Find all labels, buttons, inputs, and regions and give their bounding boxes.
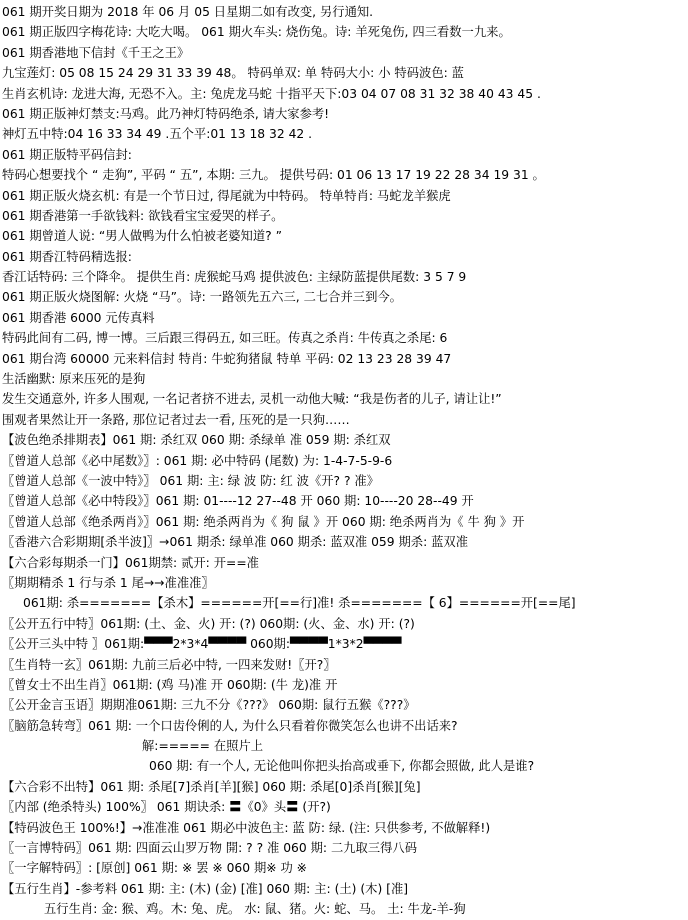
document-line: 香江话特码: 三个降伞。 提供生肖: 虎猴蛇马鸡 提供波色: 主绿防蓝提供尾数: 3 5 7 9	[2, 270, 467, 285]
document-line: 〖曾道人总部《必中尾数》〗: 061 期: 必中特码 (尾数) 为: 1-4-7-5-9-6	[2, 453, 393, 468]
document-line: 061 期香港第一手欲钱料: 欲钱看宝宝爱哭的样子。	[2, 208, 284, 223]
document-line: 特码此间有二码, 博一博。三后跟三得码五, 如三旺。传真之杀肖: 牛传真之杀尾: 6	[2, 331, 448, 346]
document-line: 生活幽默: 原来压死的是狗	[2, 372, 146, 387]
document-line: 〖公开三头中特 〗061期:▀▀▀2*3*4▀▀▀▀ 060期:▀▀▀▀1*3*2▀▀▀▀	[2, 637, 402, 652]
document-line: 【特码波色王 100%!】→准准准 061 期必中波色主: 蓝 防: 绿. (注: 只供参考, 不做解释!)	[2, 820, 491, 835]
document-line: 061 期香港 6000 元传真料	[2, 310, 155, 325]
document-line: 061 期香江特码精选报:	[2, 249, 132, 264]
document-line: 061 期开奖日期为 2018 年 06 月 05 日星期二如有改变, 另行通知.	[2, 5, 374, 19]
document-line: 〖曾道人总部《一波中特》〗 061 期: 主: 绿 波 防: 红 波《开? ? 准》	[2, 473, 380, 488]
document-line: 〖脑筋急转弯〗061 期: 一个口齿伶俐的人, 为什么只看着你微笑怎么也讲不出话来?	[2, 718, 458, 733]
document-line: 围观者果然让开一条路, 那位记者过去一看, 压死的是一只狗……	[2, 412, 350, 427]
document-line: 生肖玄机诗: 龙进大海, 无恐不入。主: 兔虎龙马蛇 十指平天下:03 04 07 08 31 32 38 40 43 45 .	[2, 86, 541, 101]
document-line: 〖香港六合彩期期[杀半波]〗→061 期杀: 绿单准 060 期杀: 蓝双准 059 期杀: 蓝双准	[2, 535, 469, 550]
document-line: 〖一言博特码〗061 期: 四面云山罗万物 開: ? ? 准 060 期: 二九取三得八码	[2, 841, 418, 856]
document-line: 〖曾道人总部《必中特段》〗061 期: 01----12 27--48 开 060 期: 10----20 28--49 开	[2, 494, 474, 509]
document-line: 九宝莲灯: 05 08 15 24 29 31 33 39 48。 特码单双: 单 特码大小: 小 特码波色: 蓝	[2, 66, 464, 81]
document-line: 061 期曾道人说: “男人做鸭为什么怕被老婆知道? ”	[2, 229, 282, 244]
document-line: 061 期香港地下信封《千王之王》	[2, 45, 190, 60]
document-line: 061期: 杀=======【杀木】======开[==行]准! 杀=======【 6】======开[==尾]	[23, 596, 576, 611]
document-line: 061 期正版神灯禁支:马鸡。此乃神灯特码绝杀, 请大家参考!	[2, 106, 330, 121]
document-line: 五行生肖: 金: 猴、鸡。木: 兔、虎。 水: 鼠、猪。火: 蛇、马。 土: 牛龙-羊-狗	[44, 902, 466, 917]
document-line: 发生交通意外, 许多人围观, 一名记者挤不进去, 灵机一动他大喊: “我是伤者的儿子, 请让让!”	[2, 392, 502, 407]
document-line: 〖期期精杀 1 行与杀 1 尾→→准准准〗	[2, 575, 214, 590]
document-line: 061 期台湾 60000 元来料信封 特肖: 牛蛇狗猪鼠 特单 平码: 02 13 23 28 39 47	[2, 351, 452, 366]
document-line: 神灯五中特:04 16 33 34 49 .五个平:01 13 18 32 42 .	[2, 127, 313, 142]
document-line: 【波色绝杀排期表】061 期: 杀红双 060 期: 杀绿单 准 059 期: 杀红双	[2, 433, 391, 448]
document-line: 〖生肖特一玄〗061期: 九前三后必中特, 一四来发财!〖开?〗	[2, 657, 336, 672]
document-line: 061 期正版特平码信封:	[2, 147, 132, 162]
document-line: 【六合彩不出特】061 期: 杀尾[7]杀肖[羊][猴] 060 期: 杀尾[0]杀肖[猴][兔]	[2, 779, 421, 794]
document-line: 解:===== 在照片上	[142, 739, 264, 754]
document-line: 【五行生肖】-参考料 061 期: 主: (木) (金) [准] 060 期: 主: (土) (木) [准]	[2, 881, 409, 896]
document-line: 〖曾女士不出生肖〗061期: (鸡 马)准 开 060期: (牛 龙)准 开	[2, 677, 338, 692]
document-line: 060 期: 有一个人, 无论他叫你把头抬高或垂下, 你都会照做, 此人是谁?	[149, 759, 535, 774]
document-line: 〖曾道人总部《绝杀两肖》〗061 期: 绝杀两肖为《 狗 鼠 》开 060 期: 绝杀两肖为《 牛 狗 》开	[2, 514, 525, 529]
document-line: 〖一字解特码〗: [原创] 061 期: ※ 罢 ※ 060 期※ 功 ※	[2, 861, 307, 876]
document-line: 061 期正版火烧玄机: 有是一个节日过, 得尾就为中特码。 特单特肖: 马蛇龙羊猴虎	[2, 188, 451, 203]
document-line: 061 期正版四字梅花诗: 大吃大喝。 061 期火车头: 烧伤兔。诗: 羊死兔伤, 四三看数一九来。	[2, 25, 511, 40]
document-line: 〖内部 (绝杀特头) 100%〗 061 期诀杀: 〓《0》头〓 (开?)	[2, 800, 331, 815]
document-line: 061 期正版火烧图解: 火烧 “马”。诗: 一路领先五六三, 二七合并三到今。	[2, 290, 402, 305]
document-line: 【六合彩每期杀一门】061期禁: 贰开: 开==准	[2, 555, 259, 570]
document-line: 〖公开金言玉语〗期期准061期: 三九不分《???》 060期: 鼠行五猴《???》	[2, 698, 416, 713]
document-line: 〖公开五行中特〗061期: (土、金、火) 开: (?) 060期: (火、金、水) 开: (?)	[2, 616, 415, 631]
document-line: 特码心想要找个 “ 走狗”, 平码 “ 五”, 本期: 三九。 提供号码: 01 06 13 17 19 22 28 34 19 31 。	[2, 168, 545, 183]
